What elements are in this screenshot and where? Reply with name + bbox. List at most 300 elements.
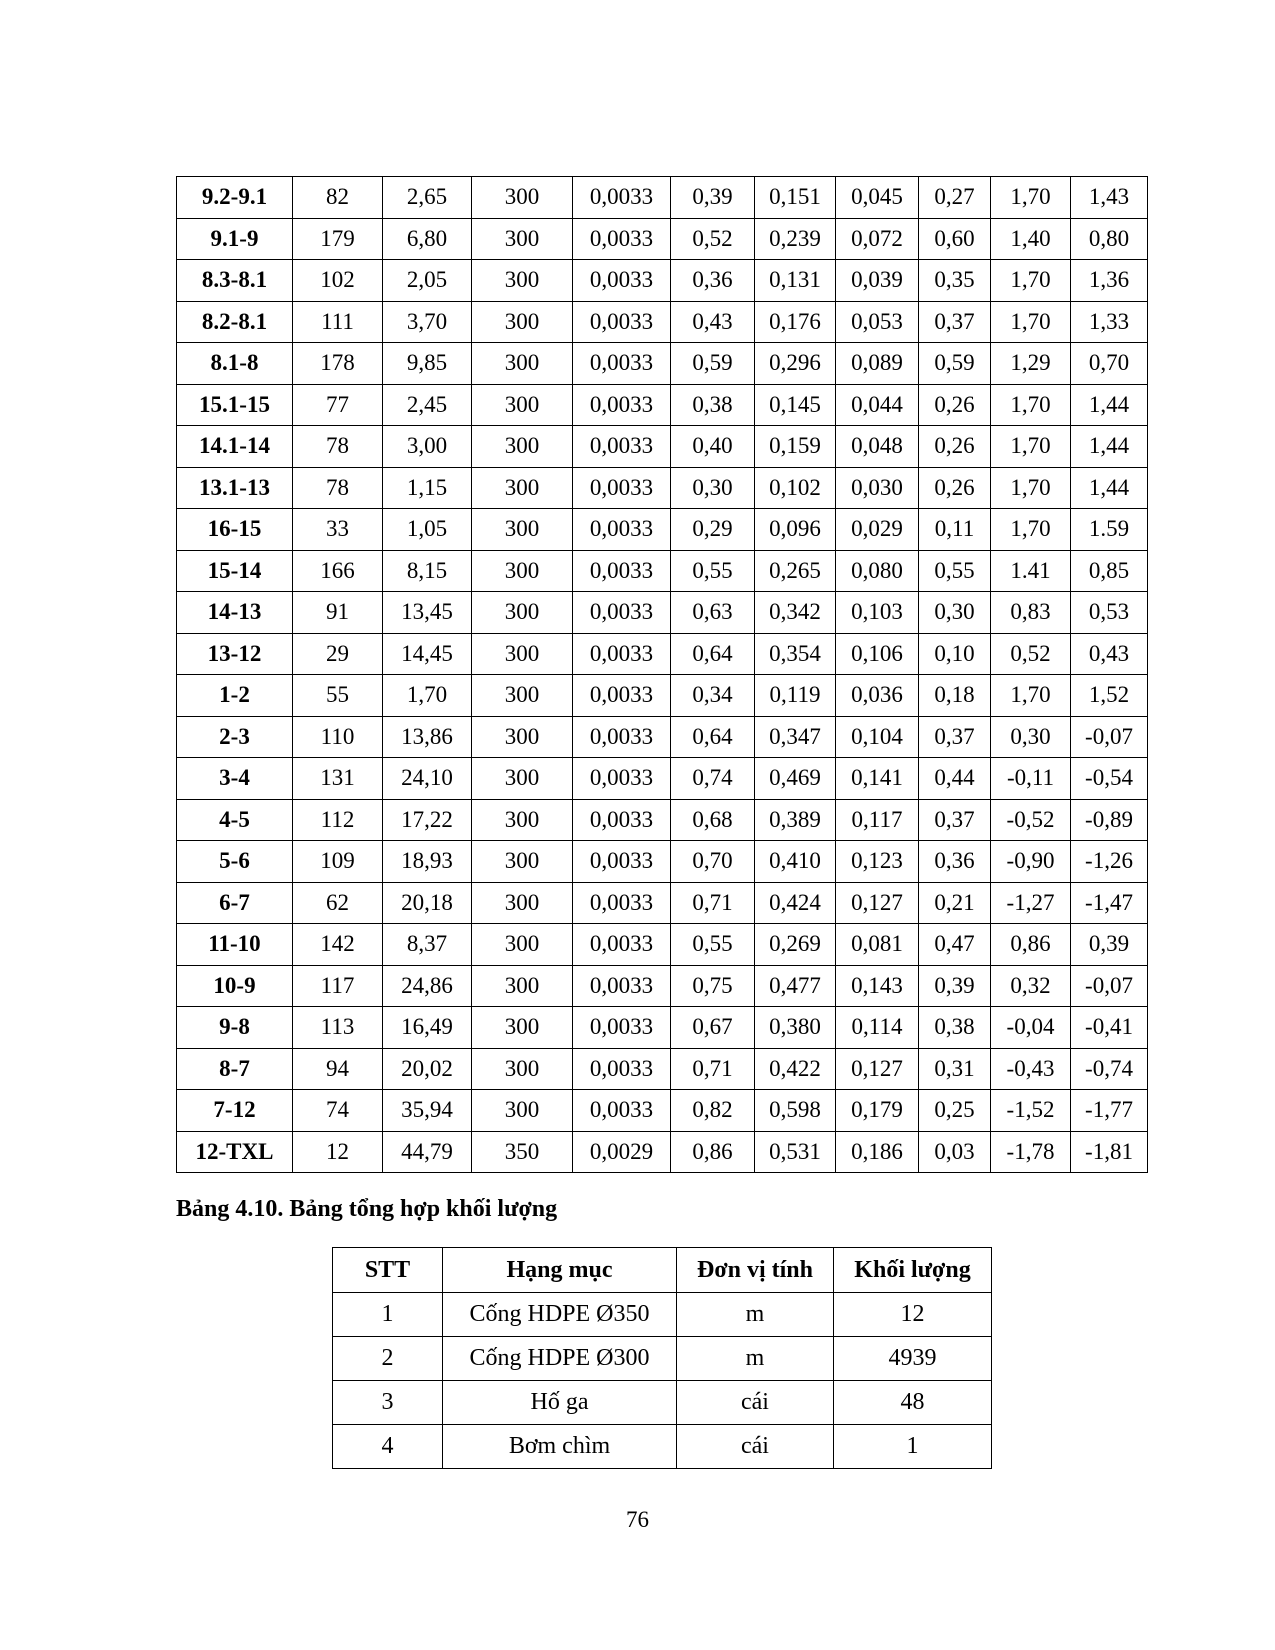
value-cell: -0,07: [1071, 716, 1148, 758]
segment-cell: 1-2: [177, 675, 293, 717]
value-cell: 0,71: [671, 882, 755, 924]
value-cell: 0,70: [671, 841, 755, 883]
value-cell: 0,34: [671, 675, 755, 717]
value-cell: 0,0033: [573, 716, 671, 758]
value-cell: 178: [293, 343, 383, 385]
summary-cell: 48: [834, 1381, 992, 1425]
table-row: [177, 1007, 1148, 1049]
pipe-calculation-table: [176, 176, 1148, 1173]
segment-cell: 8-7: [177, 1048, 293, 1090]
value-cell: 13,86: [383, 716, 472, 758]
table-row: [333, 1381, 992, 1425]
value-cell: 0,59: [671, 343, 755, 385]
value-cell: 0,26: [919, 384, 991, 426]
value-cell: -0,74: [1071, 1048, 1148, 1090]
value-cell: 0,27: [919, 177, 991, 219]
value-cell: 0,127: [836, 1048, 919, 1090]
value-cell: 1,44: [1071, 384, 1148, 426]
value-cell: 300: [472, 343, 573, 385]
value-cell: 0,21: [919, 882, 991, 924]
value-cell: 0,60: [919, 218, 991, 260]
value-cell: 0,143: [836, 965, 919, 1007]
value-cell: 9,85: [383, 343, 472, 385]
table-row: [177, 716, 1148, 758]
table-row: [177, 426, 1148, 468]
table-row: [177, 301, 1148, 343]
value-cell: 0,0033: [573, 301, 671, 343]
value-cell: 0,29: [671, 509, 755, 551]
value-cell: 0,55: [919, 550, 991, 592]
value-cell: 0,0033: [573, 799, 671, 841]
value-cell: 0,0033: [573, 550, 671, 592]
value-cell: 0,141: [836, 758, 919, 800]
value-cell: 0,11: [919, 509, 991, 551]
summary-header-unit: Đơn vị tính: [677, 1248, 834, 1293]
summary-cell: Cống HDPE Ø350: [443, 1293, 677, 1337]
value-cell: 0,55: [671, 550, 755, 592]
value-cell: 1,36: [1071, 260, 1148, 302]
value-cell: 3,00: [383, 426, 472, 468]
value-cell: 1,05: [383, 509, 472, 551]
value-cell: 300: [472, 1007, 573, 1049]
value-cell: 1,43: [1071, 177, 1148, 219]
value-cell: 0,0033: [573, 965, 671, 1007]
value-cell: 0,354: [755, 633, 836, 675]
value-cell: 0,342: [755, 592, 836, 634]
value-cell: 102: [293, 260, 383, 302]
value-cell: -1,26: [1071, 841, 1148, 883]
value-cell: 0,422: [755, 1048, 836, 1090]
segment-cell: 15.1-15: [177, 384, 293, 426]
value-cell: 117: [293, 965, 383, 1007]
value-cell: 0,265: [755, 550, 836, 592]
value-cell: 0,59: [919, 343, 991, 385]
value-cell: 0,47: [919, 924, 991, 966]
value-cell: 0,52: [671, 218, 755, 260]
value-cell: 166: [293, 550, 383, 592]
table-row: [177, 260, 1148, 302]
value-cell: 0,117: [836, 799, 919, 841]
value-cell: -0,52: [991, 799, 1071, 841]
value-cell: -0,41: [1071, 1007, 1148, 1049]
summary-cell: 4939: [834, 1337, 992, 1381]
value-cell: 17,22: [383, 799, 472, 841]
value-cell: 20,18: [383, 882, 472, 924]
value-cell: 0,029: [836, 509, 919, 551]
value-cell: 1.41: [991, 550, 1071, 592]
value-cell: 24,86: [383, 965, 472, 1007]
value-cell: 1,52: [1071, 675, 1148, 717]
value-cell: 0,75: [671, 965, 755, 1007]
table-row: [177, 841, 1148, 883]
value-cell: 300: [472, 965, 573, 1007]
table-row: [177, 218, 1148, 260]
value-cell: 0,71: [671, 1048, 755, 1090]
value-cell: 1,33: [1071, 301, 1148, 343]
value-cell: -1,81: [1071, 1131, 1148, 1173]
value-cell: 14,45: [383, 633, 472, 675]
segment-cell: 10-9: [177, 965, 293, 1007]
value-cell: 0,37: [919, 799, 991, 841]
segment-cell: 13-12: [177, 633, 293, 675]
table-row: [333, 1425, 992, 1469]
value-cell: 0,145: [755, 384, 836, 426]
segment-cell: 14-13: [177, 592, 293, 634]
value-cell: 13,45: [383, 592, 472, 634]
value-cell: 1,70: [991, 467, 1071, 509]
value-cell: 0,0033: [573, 592, 671, 634]
value-cell: 0,131: [755, 260, 836, 302]
value-cell: 0,103: [836, 592, 919, 634]
value-cell: 0,080: [836, 550, 919, 592]
table-row: [177, 758, 1148, 800]
value-cell: -0,90: [991, 841, 1071, 883]
value-cell: 1.59: [1071, 509, 1148, 551]
summary-table-caption: Bảng 4.10. Bảng tổng hợp khối lượng: [176, 1196, 558, 1222]
summary-cell: m: [677, 1293, 834, 1337]
value-cell: 0,0033: [573, 384, 671, 426]
value-cell: 0,106: [836, 633, 919, 675]
value-cell: 300: [472, 841, 573, 883]
value-cell: -1,47: [1071, 882, 1148, 924]
value-cell: 0,477: [755, 965, 836, 1007]
value-cell: 82: [293, 177, 383, 219]
value-cell: 0,10: [919, 633, 991, 675]
value-cell: 0,269: [755, 924, 836, 966]
table-row: [177, 343, 1148, 385]
value-cell: 179: [293, 218, 383, 260]
value-cell: 0,598: [755, 1090, 836, 1132]
segment-cell: 9.2-9.1: [177, 177, 293, 219]
value-cell: 0,64: [671, 633, 755, 675]
table-row: [177, 675, 1148, 717]
value-cell: 0,096: [755, 509, 836, 551]
summary-cell: Bơm chìm: [443, 1425, 677, 1469]
value-cell: 0,30: [991, 716, 1071, 758]
value-cell: -1,77: [1071, 1090, 1148, 1132]
value-cell: 3,70: [383, 301, 472, 343]
segment-cell: 15-14: [177, 550, 293, 592]
summary-header-item: Hạng mục: [443, 1248, 677, 1293]
value-cell: -0,54: [1071, 758, 1148, 800]
value-cell: 0,0033: [573, 1048, 671, 1090]
summary-cell: 1: [834, 1425, 992, 1469]
value-cell: 0,0033: [573, 882, 671, 924]
value-cell: 8,15: [383, 550, 472, 592]
value-cell: 78: [293, 467, 383, 509]
value-cell: 0,0033: [573, 218, 671, 260]
table-row: [333, 1293, 992, 1337]
value-cell: 110: [293, 716, 383, 758]
segment-cell: 14.1-14: [177, 426, 293, 468]
segment-cell: 9-8: [177, 1007, 293, 1049]
value-cell: 0,0033: [573, 467, 671, 509]
summary-cell: 4: [333, 1425, 443, 1469]
value-cell: 0,0033: [573, 1090, 671, 1132]
value-cell: 0,119: [755, 675, 836, 717]
table-row: [177, 467, 1148, 509]
value-cell: 0,531: [755, 1131, 836, 1173]
value-cell: 0,0033: [573, 758, 671, 800]
table-row: [177, 384, 1148, 426]
value-cell: 112: [293, 799, 383, 841]
table-row: [177, 1090, 1148, 1132]
value-cell: 0,104: [836, 716, 919, 758]
value-cell: -0,04: [991, 1007, 1071, 1049]
value-cell: 0,52: [991, 633, 1071, 675]
value-cell: 0,030: [836, 467, 919, 509]
table-row: [177, 1048, 1148, 1090]
value-cell: 0,18: [919, 675, 991, 717]
segment-cell: 9.1-9: [177, 218, 293, 260]
value-cell: 1,44: [1071, 467, 1148, 509]
segment-cell: 13.1-13: [177, 467, 293, 509]
value-cell: 0,0033: [573, 841, 671, 883]
value-cell: 8,37: [383, 924, 472, 966]
value-cell: 0,39: [671, 177, 755, 219]
table-row: [177, 882, 1148, 924]
summary-cell: 1: [333, 1293, 443, 1337]
summary-cell: cái: [677, 1425, 834, 1469]
value-cell: 1,70: [991, 301, 1071, 343]
value-cell: 300: [472, 716, 573, 758]
value-cell: 300: [472, 467, 573, 509]
value-cell: 0,53: [1071, 592, 1148, 634]
value-cell: 0,68: [671, 799, 755, 841]
value-cell: 0,380: [755, 1007, 836, 1049]
value-cell: 0,35: [919, 260, 991, 302]
summary-header-row: [333, 1248, 992, 1293]
value-cell: 6,80: [383, 218, 472, 260]
value-cell: 1,70: [991, 675, 1071, 717]
value-cell: 0,32: [991, 965, 1071, 1007]
value-cell: 0,389: [755, 799, 836, 841]
value-cell: 0,63: [671, 592, 755, 634]
table-row: [177, 799, 1148, 841]
value-cell: 300: [472, 509, 573, 551]
value-cell: 0,186: [836, 1131, 919, 1173]
value-cell: 0,347: [755, 716, 836, 758]
value-cell: 1,70: [991, 509, 1071, 551]
value-cell: 0,85: [1071, 550, 1148, 592]
summary-cell: Cống HDPE Ø300: [443, 1337, 677, 1381]
value-cell: 74: [293, 1090, 383, 1132]
quantity-summary-table: [332, 1247, 992, 1469]
value-cell: 0,0033: [573, 1007, 671, 1049]
segment-cell: 16-15: [177, 509, 293, 551]
value-cell: 1,70: [383, 675, 472, 717]
value-cell: 0,296: [755, 343, 836, 385]
table-row: [177, 592, 1148, 634]
segment-cell: 8.3-8.1: [177, 260, 293, 302]
value-cell: 2,05: [383, 260, 472, 302]
value-cell: 0,86: [991, 924, 1071, 966]
value-cell: -1,52: [991, 1090, 1071, 1132]
value-cell: 0,039: [836, 260, 919, 302]
value-cell: 0,40: [671, 426, 755, 468]
value-cell: 12: [293, 1131, 383, 1173]
value-cell: 35,94: [383, 1090, 472, 1132]
value-cell: 1,70: [991, 260, 1071, 302]
value-cell: -0,43: [991, 1048, 1071, 1090]
summary-cell: 12: [834, 1293, 992, 1337]
segment-cell: 3-4: [177, 758, 293, 800]
value-cell: 62: [293, 882, 383, 924]
value-cell: 0,74: [671, 758, 755, 800]
value-cell: 300: [472, 260, 573, 302]
segment-cell: 5-6: [177, 841, 293, 883]
value-cell: 0,36: [671, 260, 755, 302]
value-cell: 300: [472, 301, 573, 343]
value-cell: 0,03: [919, 1131, 991, 1173]
value-cell: 44,79: [383, 1131, 472, 1173]
value-cell: 300: [472, 675, 573, 717]
value-cell: 0,036: [836, 675, 919, 717]
value-cell: 1,29: [991, 343, 1071, 385]
value-cell: 0,83: [991, 592, 1071, 634]
segment-cell: 4-5: [177, 799, 293, 841]
value-cell: 0,239: [755, 218, 836, 260]
value-cell: 18,93: [383, 841, 472, 883]
value-cell: 1,70: [991, 384, 1071, 426]
value-cell: 0,44: [919, 758, 991, 800]
segment-cell: 12-TXL: [177, 1131, 293, 1173]
value-cell: 0,159: [755, 426, 836, 468]
value-cell: 0,0033: [573, 260, 671, 302]
value-cell: 0,43: [1071, 633, 1148, 675]
value-cell: 0,26: [919, 426, 991, 468]
value-cell: 113: [293, 1007, 383, 1049]
summary-table-body: [333, 1293, 992, 1469]
summary-header-quantity: Khối lượng: [834, 1248, 992, 1293]
value-cell: 0,151: [755, 177, 836, 219]
value-cell: 0,38: [671, 384, 755, 426]
value-cell: 350: [472, 1131, 573, 1173]
value-cell: 0,30: [671, 467, 755, 509]
value-cell: 1,70: [991, 426, 1071, 468]
value-cell: 300: [472, 426, 573, 468]
value-cell: 1,15: [383, 467, 472, 509]
table-row: [333, 1337, 992, 1381]
value-cell: 300: [472, 1048, 573, 1090]
value-cell: 0,30: [919, 592, 991, 634]
summary-cell: 3: [333, 1381, 443, 1425]
value-cell: 77: [293, 384, 383, 426]
segment-cell: 11-10: [177, 924, 293, 966]
value-cell: 0,089: [836, 343, 919, 385]
value-cell: 1,70: [991, 177, 1071, 219]
value-cell: 0,469: [755, 758, 836, 800]
segment-cell: 7-12: [177, 1090, 293, 1132]
segment-cell: 6-7: [177, 882, 293, 924]
value-cell: 0,0033: [573, 633, 671, 675]
value-cell: 55: [293, 675, 383, 717]
value-cell: 0,39: [919, 965, 991, 1007]
segment-cell: 8.2-8.1: [177, 301, 293, 343]
pipe-calculation-body: [177, 177, 1148, 1173]
value-cell: 16,49: [383, 1007, 472, 1049]
value-cell: 0,179: [836, 1090, 919, 1132]
table-row: [177, 1131, 1148, 1173]
value-cell: 300: [472, 799, 573, 841]
value-cell: 0,424: [755, 882, 836, 924]
summary-cell: Hố ga: [443, 1381, 677, 1425]
value-cell: 111: [293, 301, 383, 343]
value-cell: -0,07: [1071, 965, 1148, 1007]
value-cell: -0,89: [1071, 799, 1148, 841]
value-cell: 33: [293, 509, 383, 551]
value-cell: 0,64: [671, 716, 755, 758]
value-cell: 0,37: [919, 716, 991, 758]
value-cell: 91: [293, 592, 383, 634]
value-cell: 300: [472, 218, 573, 260]
value-cell: 300: [472, 384, 573, 426]
value-cell: 0,0033: [573, 343, 671, 385]
table-row: [177, 924, 1148, 966]
table-row: [177, 177, 1148, 219]
value-cell: 131: [293, 758, 383, 800]
value-cell: 142: [293, 924, 383, 966]
value-cell: 300: [472, 633, 573, 675]
summary-header-stt: STT: [333, 1248, 443, 1293]
value-cell: 0,0033: [573, 675, 671, 717]
value-cell: 0,176: [755, 301, 836, 343]
value-cell: 94: [293, 1048, 383, 1090]
value-cell: 0,55: [671, 924, 755, 966]
value-cell: 0,081: [836, 924, 919, 966]
value-cell: 0,25: [919, 1090, 991, 1132]
value-cell: 0,38: [919, 1007, 991, 1049]
value-cell: 0,102: [755, 467, 836, 509]
summary-cell: 2: [333, 1337, 443, 1381]
value-cell: 300: [472, 550, 573, 592]
value-cell: 2,65: [383, 177, 472, 219]
value-cell: 0,86: [671, 1131, 755, 1173]
value-cell: 1,44: [1071, 426, 1148, 468]
value-cell: 300: [472, 177, 573, 219]
value-cell: 0,0033: [573, 426, 671, 468]
value-cell: 300: [472, 592, 573, 634]
value-cell: 300: [472, 758, 573, 800]
value-cell: 0,127: [836, 882, 919, 924]
value-cell: -1,27: [991, 882, 1071, 924]
value-cell: 0,26: [919, 467, 991, 509]
value-cell: 0,82: [671, 1090, 755, 1132]
value-cell: 20,02: [383, 1048, 472, 1090]
value-cell: -0,11: [991, 758, 1071, 800]
value-cell: 0,43: [671, 301, 755, 343]
value-cell: 300: [472, 882, 573, 924]
segment-cell: 8.1-8: [177, 343, 293, 385]
value-cell: 0,114: [836, 1007, 919, 1049]
value-cell: 0,70: [1071, 343, 1148, 385]
value-cell: 0,67: [671, 1007, 755, 1049]
value-cell: 0,044: [836, 384, 919, 426]
value-cell: 0,31: [919, 1048, 991, 1090]
value-cell: 109: [293, 841, 383, 883]
value-cell: 300: [472, 924, 573, 966]
table-row: [177, 550, 1148, 592]
value-cell: 0,410: [755, 841, 836, 883]
value-cell: 0,123: [836, 841, 919, 883]
summary-cell: cái: [677, 1381, 834, 1425]
value-cell: 0,0033: [573, 509, 671, 551]
table-row: [177, 509, 1148, 551]
value-cell: 0,0029: [573, 1131, 671, 1173]
value-cell: 0,045: [836, 177, 919, 219]
value-cell: 0,36: [919, 841, 991, 883]
value-cell: 29: [293, 633, 383, 675]
